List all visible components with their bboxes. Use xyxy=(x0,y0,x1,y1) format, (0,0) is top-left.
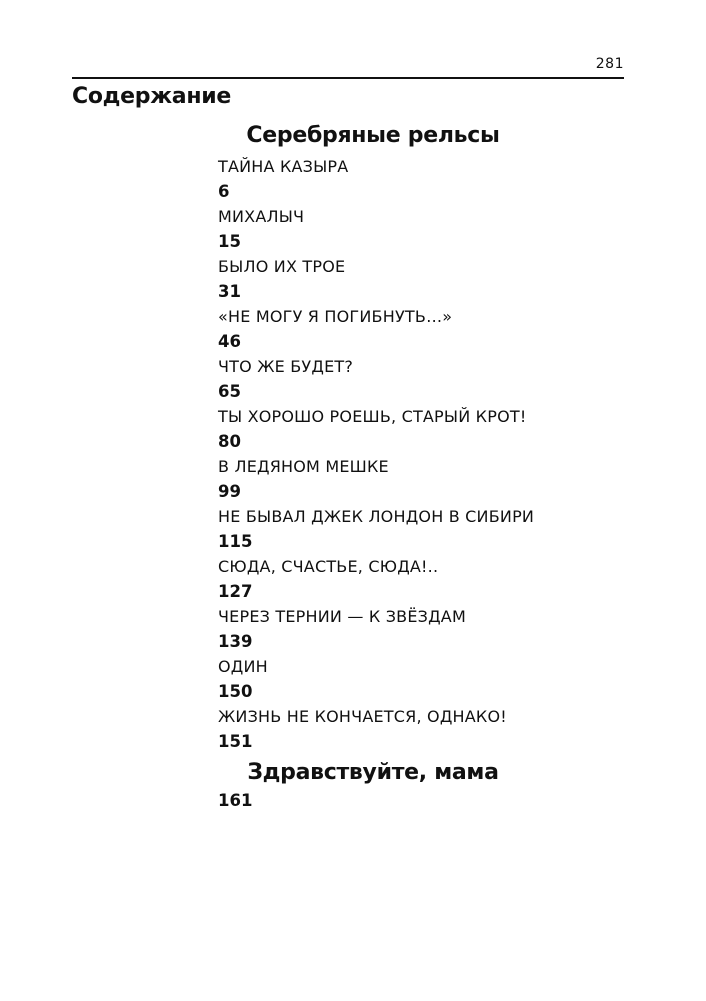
toc-entry xyxy=(218,306,534,356)
toc-entry xyxy=(218,606,534,656)
toc-entry xyxy=(218,506,534,556)
toc-entry-page-number: 139 xyxy=(218,632,253,651)
toc-entry-title: «НЕ МОГУ Я ПОГИБНУТЬ…» xyxy=(218,307,453,326)
toc-list xyxy=(218,156,534,756)
toc-entry xyxy=(218,206,534,256)
toc-entry-title: БЫЛО ИХ ТРОЕ xyxy=(218,257,346,276)
toc-entry xyxy=(218,790,252,840)
toc-entry-page-number: 15 xyxy=(218,232,241,251)
contents-title: Содержание xyxy=(72,84,231,109)
header-rule xyxy=(72,77,624,79)
toc-entry-page-number: 80 xyxy=(218,432,241,451)
toc-entry-title: ЖИЗНЬ НЕ КОНЧАЕТСЯ, ОДНАКО! xyxy=(218,707,507,726)
page-number: 281 xyxy=(595,56,624,72)
toc-entry xyxy=(218,556,534,606)
toc-list xyxy=(218,790,252,840)
toc-entry-page-number: 65 xyxy=(218,382,241,401)
toc-entry-title: МИХАЛЫЧ xyxy=(218,207,305,226)
toc-entry-page-number: 6 xyxy=(218,182,230,201)
toc-entry xyxy=(218,356,534,406)
toc-entry-title: НЕ БЫВАЛ ДЖЕК ЛОНДОН В СИБИРИ xyxy=(218,507,535,526)
toc-entry-page-number: 161 xyxy=(218,791,253,810)
section-title-hello-mama: Здравствуйте, мама xyxy=(247,760,499,785)
toc-entry-title: ЧЕРЕЗ ТЕРНИИ — К ЗВЁЗДАМ xyxy=(218,607,466,626)
toc-entry-title: ЧТО ЖЕ БУДЕТ? xyxy=(218,357,354,376)
section-title-silver-rails: Серебряные рельсы xyxy=(246,123,500,148)
toc-entry-page-number: 31 xyxy=(218,282,241,301)
toc-entry xyxy=(218,456,534,506)
toc-entry-page-number: 99 xyxy=(218,482,241,501)
toc-entry-title: ТАЙНА КАЗЫРА xyxy=(218,157,349,176)
toc-entry-title: В ЛЕДЯНОМ МЕШКЕ xyxy=(218,457,389,476)
toc-entry-title: СЮДА, СЧАСТЬЕ, СЮДА!.. xyxy=(218,557,439,576)
toc-entry xyxy=(218,706,534,756)
toc-entry-page-number: 46 xyxy=(218,332,241,351)
toc-entry-title: ТЫ ХОРОШО РОЕШЬ, СТАРЫЙ КРОТ! xyxy=(218,407,527,426)
toc-entry-page-number: 150 xyxy=(218,682,253,701)
toc-entry-page-number: 115 xyxy=(218,532,253,551)
toc-entry-page-number: 127 xyxy=(218,582,253,601)
toc-entry xyxy=(218,406,534,456)
toc-entry-title: ОДИН xyxy=(218,657,268,676)
toc-entry xyxy=(218,256,534,306)
toc-entry xyxy=(218,656,534,706)
toc-entry xyxy=(218,156,534,206)
toc-entry-page-number: 151 xyxy=(218,732,253,751)
